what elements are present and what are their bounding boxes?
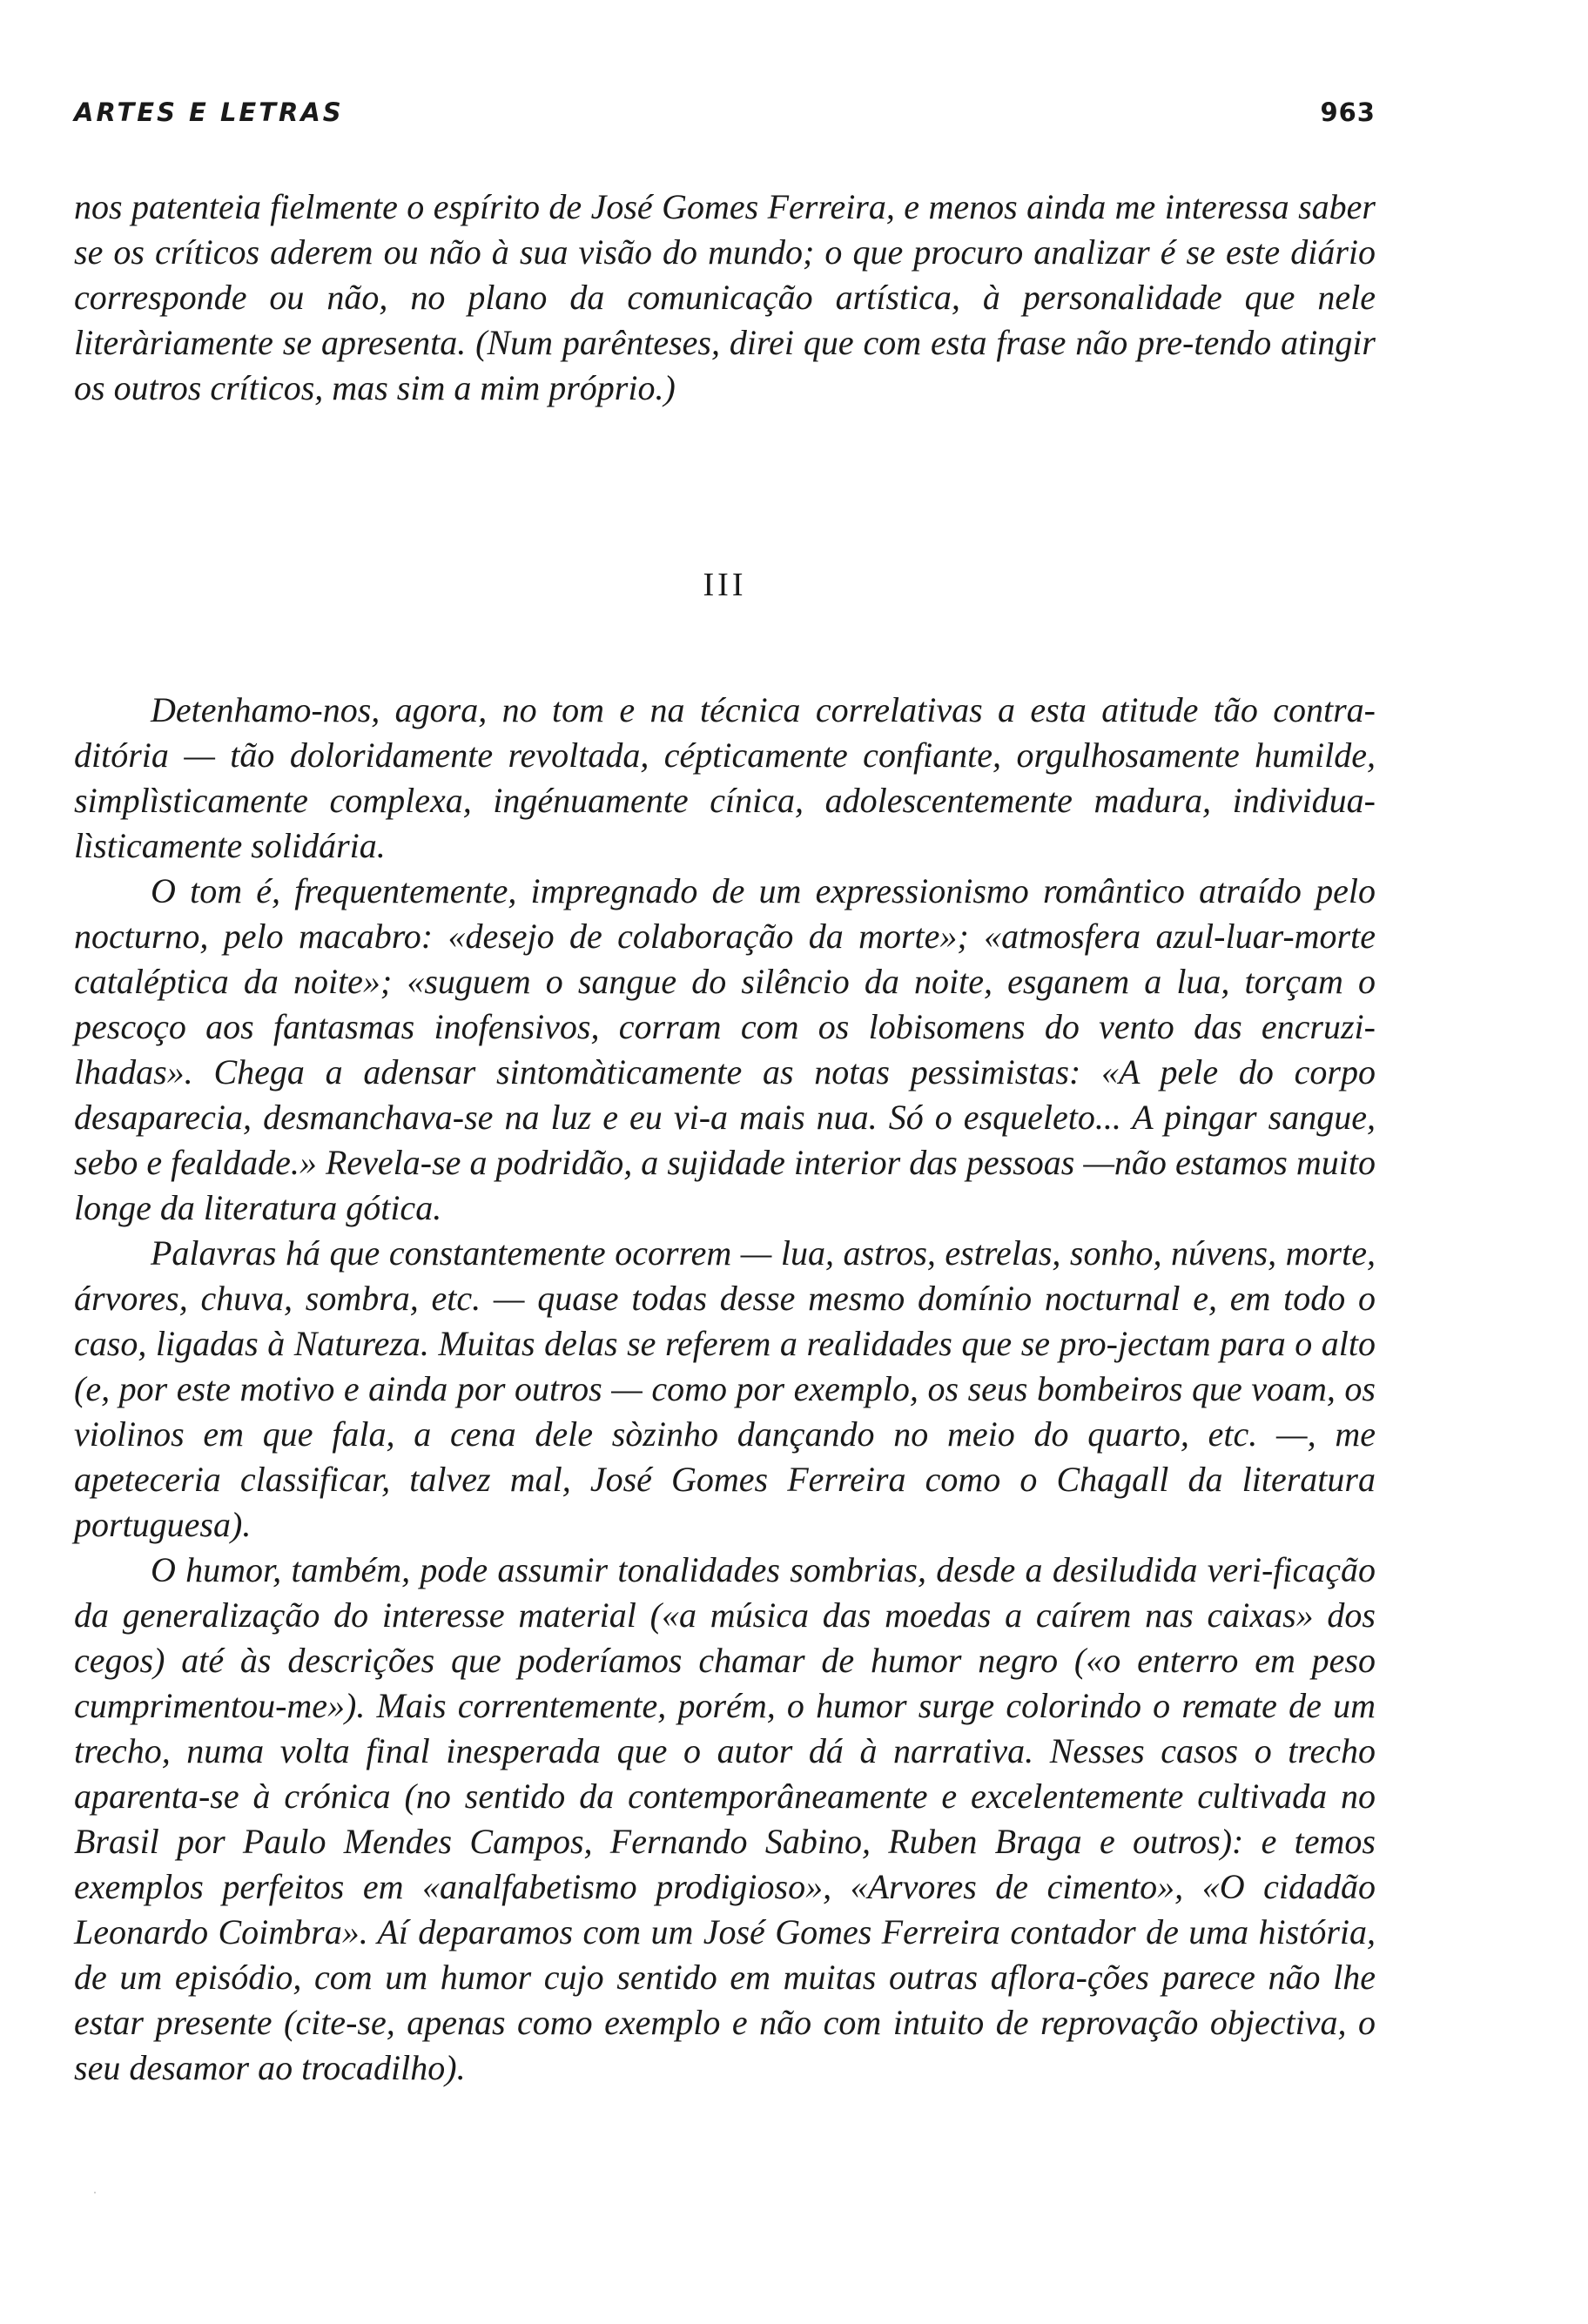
running-header bbox=[74, 97, 1376, 141]
intro-paragraph: nos patenteia fielmente o espírito de José Gomes Ferreira, e menos ainda me interessa saber se os críticos aderem ou não à sua visão do mundo; o que procuro analizar é se este diário corresponde ou não, no plano da comunicação artística, à personalidade que nele literàriamente se apresenta. (Num parênteses, direi que com esta frase não pre-tendo atingir os outros críticos, mas sim a mim próprio.) bbox=[74, 187, 1376, 407]
scan-speck bbox=[94, 2192, 96, 2193]
body-paragraph: O tom é, frequentemente, impregnado de um expressionismo romântico atraído pelo nocturno, pelo macabro: «desejo de colaboração da morte»; «atmosfera azul-luar-morte cataléptica da noite»; «suguem o sangue do silêncio da noite, esganem a lua, torçam o pescoço aos fantasmas inofensivos, corram com os lobisomens do vento das encruzi-lhadas». Chega a adensar sintomàticamente as notas pessimistas: «A pele do corpo desaparecia, desmanchava-se na luz e eu vi-a mais nua. Só o esqueleto... A pingar sangue, sebo e fealdade.» Revela-se a podridão, a sujidade interior das pessoas —não estamos muito longe da literatura gótica. bbox=[74, 871, 1376, 1227]
page-number: 963 bbox=[1320, 97, 1376, 127]
section-heading: III bbox=[703, 567, 747, 603]
body-paragraph: O humor, também, pode assumir tonalidades sombrias, desde a desiludida veri-ficação da generalização do interesse material («a música das moedas a caírem nas caixas» dos cegos) até às descrições que poderíamos chamar de humor negro («o enterro em peso cumprimentou-me»). Mais correntemente, porém, o humor surge colorindo o remate de um trecho, numa volta final inesperada que o autor dá à narrativa. Nesses casos o trecho aparenta-se à crónica (no sentido da contemporâneamente e excelentemente cultivada no Brasil por Paulo Mendes Campos, Fernando Sabino, Ruben Braga e outros): e temos exemplos perfeitos em «analfabetismo prodigioso», «Arvores de cimento», «O cidadão Leonardo Coimbra». Aí deparamos com um José Gomes Ferreira contador de uma história, de um episódio, com um humor cujo sentido em muitas outras aflora-ções parece não lhe estar presente (cite-se, apenas como exemplo e não com intuito de reprovação objectiva, o seu desamor ao trocadilho). bbox=[74, 1550, 1376, 2087]
body-paragraph: Palavras há que constantemente ocorrem — lua, astros, estrelas, sonho, núvens, morte, árvores, chuva, sombra, etc. — quase todas desse mesmo domínio nocturnal e, em todo o caso, ligadas à Natureza. Muitas delas se referem a realidades que se pro-jectam para o alto (e, por este motivo e ainda por outros — como por exemplo, os seus bombeiros que voam, os violinos em que fala, a cena dele sòzinho dançando no meio do quarto, etc. —, me apeteceria classificar, talvez mal, José Gomes Ferreira como o Chagall da literatura portuguesa). bbox=[74, 1233, 1376, 1544]
intro-paragraph-block bbox=[74, 185, 1376, 411]
body-paragraph: Detenhamo-nos, agora, no tom e na técnica correlativas a esta atitude tão contra-ditória — tão doloridamente revoltada, cépticamente confiante, orgulhosamente humilde, simplìsticamente complexa, ingénuamente cínica, adolescentemente madura, individua-lìsticamente solidária. bbox=[74, 690, 1376, 865]
running-title: ARTES E LETRAS bbox=[74, 97, 344, 127]
section-body bbox=[74, 688, 1376, 2091]
